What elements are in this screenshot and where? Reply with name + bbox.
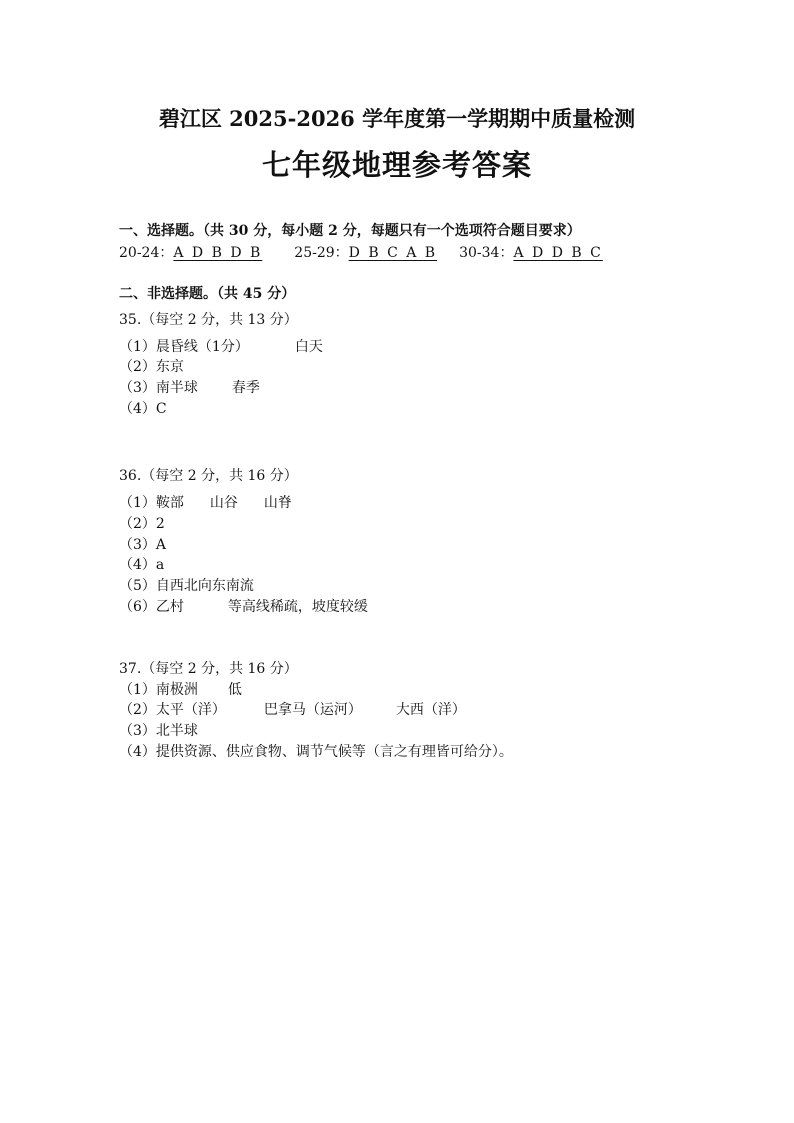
q35-item-4: [119, 399, 167, 419]
item-number: （4）: [119, 557, 156, 573]
answer-key-title: 七年级地理参考答案: [261, 148, 532, 182]
range-label: 20-24：: [119, 245, 174, 261]
section2-heading: 二、非选择题。（共 45 分）: [119, 286, 296, 302]
item-number: （5）: [119, 578, 156, 594]
item-number: （3）: [119, 380, 156, 396]
q35-item-3: [119, 378, 260, 398]
item-number: （4）: [119, 401, 156, 417]
item-number: （1）: [119, 495, 156, 511]
q36-item-4: [119, 555, 164, 575]
answer: 山谷: [209, 495, 238, 511]
q35-item-1: [119, 337, 323, 357]
answer: 巴拿马（运河）: [263, 702, 362, 718]
exam-title: 碧江区 2025-2026 学年度第一学期期中质量检测: [158, 106, 636, 131]
item-number: （4）: [119, 744, 156, 760]
choice-answers: A D B D B: [173, 245, 263, 261]
answer: 太平（洋）: [155, 702, 226, 718]
answer: 2: [155, 516, 165, 532]
answer: 春季: [231, 380, 260, 396]
q37-item-2: [119, 700, 466, 720]
answer: 自西北向东南流: [155, 578, 254, 594]
answer: 乙村: [155, 599, 184, 615]
q36-item-2: [119, 514, 165, 534]
item-number: （2）: [119, 702, 156, 718]
answer: C: [155, 401, 167, 417]
answer: 等高线稀疏，坡度较缓: [227, 599, 368, 615]
q37-item-3: [119, 721, 198, 741]
section1-answers-row: [119, 243, 603, 263]
range-label: 30-34：: [459, 245, 514, 261]
item-number: （3）: [119, 723, 156, 739]
answer: 北半球: [155, 723, 198, 739]
item-number: （1）: [119, 339, 156, 355]
answer: 东京: [155, 359, 184, 375]
answer: 南极洲: [155, 682, 198, 698]
section1-heading: 一、选择题。（共 30 分，每小题 2 分，每题只有一个选项符合题目要求）: [119, 223, 581, 239]
answer: 低: [227, 682, 242, 698]
q36-item-3: [119, 535, 166, 555]
answer: 提供资源、供应食物、调节气候等（言之有理皆可给分）。: [155, 744, 513, 760]
q35-heading: 35.（每空 2 分，共 13 分）: [119, 312, 298, 328]
answer: 南半球: [155, 380, 198, 396]
q37-item-4: [119, 742, 513, 762]
choice-answers: A D D B C: [513, 245, 603, 261]
q37-heading: 37.（每空 2 分，共 16 分）: [119, 661, 298, 677]
range-label: 25-29：: [294, 245, 349, 261]
answer: 晨昏线（1分）: [155, 339, 249, 355]
q36-item-6: [119, 597, 368, 617]
answer: 鞍部: [155, 495, 184, 511]
q36-item-1: [119, 493, 292, 513]
item-number: （1）: [119, 682, 156, 698]
item-number: （2）: [119, 516, 156, 532]
q37-item-1: [119, 680, 242, 700]
item-number: （2）: [119, 359, 156, 375]
answer: a: [155, 557, 165, 573]
answer: 白天: [294, 339, 323, 355]
q36-heading: 36.（每空 2 分，共 16 分）: [119, 468, 298, 484]
answer: A: [155, 537, 167, 553]
q36-item-5: [119, 576, 254, 596]
q35-item-2: [119, 357, 184, 377]
choice-answers: D B C A B: [348, 245, 438, 261]
answer: 大西（洋）: [395, 702, 466, 718]
item-number: （3）: [119, 537, 156, 553]
item-number: （6）: [119, 599, 156, 615]
answer: 山脊: [263, 495, 292, 511]
